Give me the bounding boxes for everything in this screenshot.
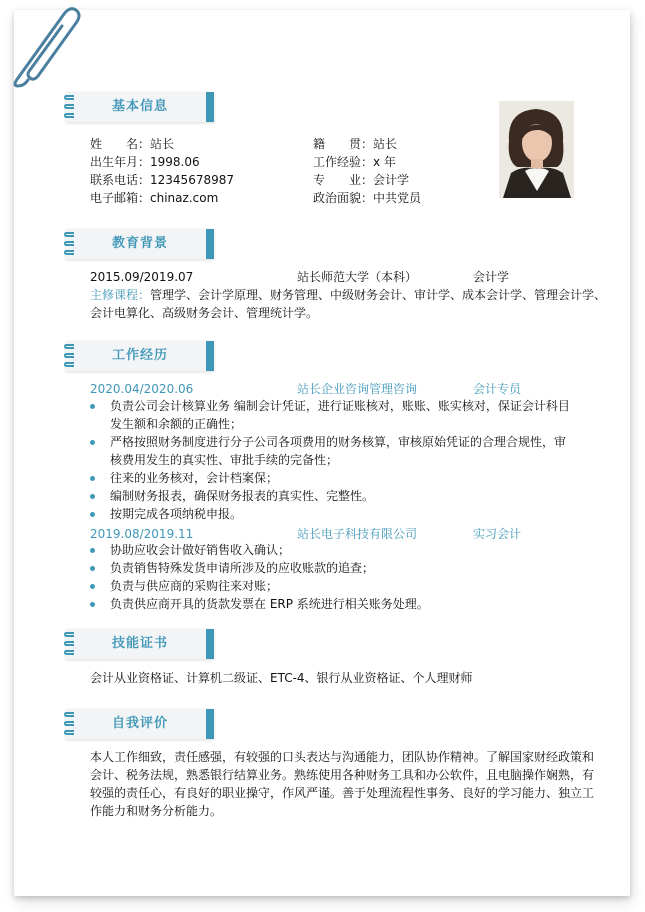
edu-major: 会计学 bbox=[473, 270, 510, 284]
section-title-education: 教育背景 bbox=[111, 236, 168, 251]
list-item: 协助应收会计做好销售收入确认； bbox=[90, 541, 570, 559]
list-item: 严格按照财务制度进行分子公司各项费用的财务核算，审核原始凭证的合理合规性，审核费用发生的真实性、审批手续的完备性； bbox=[90, 433, 570, 469]
job2-role: 实习会计 bbox=[473, 527, 522, 541]
list-item: 负责销售特殊发货申请所涉及的应收账款的追查； bbox=[90, 559, 570, 577]
list-item: 负责与供应商的采购往来对账； bbox=[90, 577, 570, 595]
section-header-skills bbox=[66, 629, 214, 659]
job1-duties bbox=[90, 397, 570, 523]
job1-role: 会计专员 bbox=[473, 382, 522, 396]
list-item: 负责供应商开具的货款发票在 ERP 系统进行相关账务处理。 bbox=[90, 595, 570, 613]
list-item: 负责公司会计核算业务 编制会计凭证，进行证账核对，账账、账实核对，保证会计科目发生额和余额的正确性； bbox=[90, 397, 570, 433]
basic-major-row: 专 业：会计学 bbox=[313, 173, 410, 187]
basic-exp-row: 工作经验：x 年 bbox=[313, 155, 396, 169]
section-header-work bbox=[66, 341, 214, 371]
self-eval-text: 本人工作细致，责任感强，有较强的口头表达与沟通能力，团队协作精神。了解国家财经政策和 会计、税务法规，熟悉银行结算业务。熟练使用各种财务工具和办公软件，且电脑操作娴熟，有 较强的责任心，有良好的职业操守，作风严谨。善于处理流程性事务、良好的学习能力、独立工 作能力和财务分析能力。 bbox=[90, 750, 595, 818]
section-title-self: 自我评价 bbox=[111, 716, 168, 731]
job2-period: 2019.08/2019.11 bbox=[90, 527, 194, 541]
basic-phone-row: 联系电话：12345678987 bbox=[90, 173, 234, 187]
section-header-basic bbox=[66, 92, 214, 122]
section-header-education bbox=[66, 229, 214, 259]
job1-period: 2020.04/2020.06 bbox=[90, 382, 194, 396]
section-title-skills: 技能证书 bbox=[111, 636, 168, 651]
edu-courses-line1: 主修课程：管理学、会计学原理、财务管理、中级财务会计、审计学、成本会计学、管理会计学、 bbox=[90, 288, 607, 302]
profile-photo bbox=[499, 101, 574, 198]
job2-company: 站长电子科技有限公司 bbox=[297, 527, 418, 541]
section-header-self bbox=[66, 709, 214, 739]
basic-email-row: 电子邮箱：chinaz.com bbox=[90, 191, 219, 205]
skills-text: 会计从业资格证、计算机二级证、ETC-4、银行从业资格证、个人理财师 bbox=[90, 671, 473, 685]
edu-period: 2015.09/2019.07 bbox=[90, 270, 194, 284]
edu-school: 站长师范大学（本科） bbox=[297, 270, 418, 284]
edu-courses-line2: 会计电算化、高级财务会计、管理统计学。 bbox=[90, 306, 319, 320]
basic-native-row: 籍 贯：站长 bbox=[313, 137, 398, 151]
basic-birth-row: 出生年月：1998.06 bbox=[90, 155, 200, 169]
job1-company: 站长企业咨询管理咨询 bbox=[297, 382, 418, 396]
basic-name-row: 姓 名：站长 bbox=[90, 137, 175, 151]
list-item: 编制财务报表，确保财务报表的真实性、完整性。 bbox=[90, 487, 570, 505]
job2-duties bbox=[90, 541, 570, 613]
paperclip-icon bbox=[4, 0, 84, 90]
list-item: 往来的业务核对，会计档案保； bbox=[90, 469, 570, 487]
list-item: 按期完成各项纳税申报。 bbox=[90, 505, 570, 523]
section-title-work: 工作经历 bbox=[111, 348, 168, 363]
section-title-basic: 基本信息 bbox=[111, 99, 168, 114]
basic-politics-row: 政治面貌：中共党员 bbox=[313, 191, 422, 205]
